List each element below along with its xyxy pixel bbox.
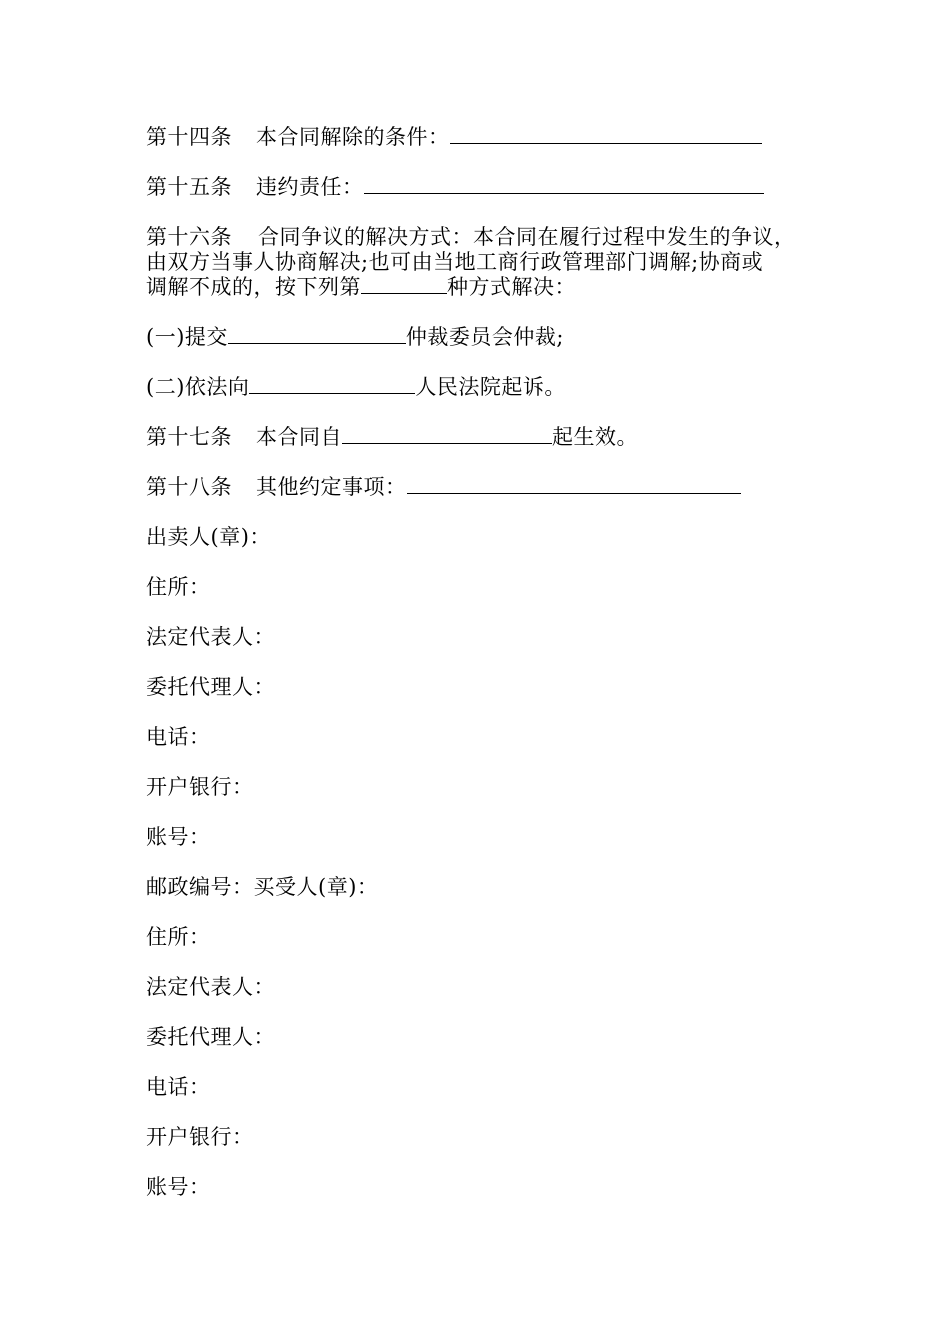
article-18-blank[interactable] xyxy=(407,475,741,494)
buyer-legal-rep: 法定代表人： xyxy=(146,975,275,999)
buyer-address: 住所： xyxy=(146,925,211,949)
option-1-post: 仲裁委员会仲裁; xyxy=(405,325,564,349)
seller-phone: 电话： xyxy=(146,725,211,749)
article-15-label: 第十五条 xyxy=(146,175,232,199)
article-15 xyxy=(146,175,764,200)
article-18-label: 第十八条 xyxy=(146,475,232,499)
seller-legal-rep: 法定代表人： xyxy=(146,625,275,649)
seller-agent: 委托代理人： xyxy=(146,675,275,699)
article-16-label: 第十六条 xyxy=(146,225,232,249)
article-17-label: 第十七条 xyxy=(146,425,232,449)
seller-account: 账号： xyxy=(146,825,211,849)
option-1 xyxy=(146,325,564,350)
article-16-line2-text: 由双方当事人协商解决;也可由当地工商行政管理部门调解;协商或 xyxy=(146,250,764,274)
article-15-text: 违约责任： xyxy=(256,175,364,199)
buyer-bank: 开户银行： xyxy=(146,1125,254,1149)
article-14-blank[interactable] xyxy=(450,125,762,144)
article-15-blank[interactable] xyxy=(364,175,764,194)
seller-bank: 开户银行： xyxy=(146,775,254,799)
option-2-post: 人民法院起诉。 xyxy=(415,375,566,399)
option-2-pre: (二)依法向 xyxy=(146,375,250,399)
option-1-pre: (一)提交 xyxy=(146,325,228,349)
article-16-line3 xyxy=(146,275,576,300)
method-number-blank[interactable] xyxy=(361,275,447,294)
seller-address: 住所： xyxy=(146,575,211,599)
article-14 xyxy=(146,125,762,150)
article-17 xyxy=(146,425,638,450)
article-16-line3b-text: 种方式解决： xyxy=(447,275,576,299)
article-17-post: 起生效。 xyxy=(552,425,638,449)
buyer-postal-and-name: 邮政编号：买受人(章)： xyxy=(146,875,379,899)
buyer-agent: 委托代理人： xyxy=(146,1025,275,1049)
court-blank[interactable] xyxy=(249,375,415,394)
article-16-line2 xyxy=(146,250,763,275)
article-18-text: 其他约定事项： xyxy=(256,475,407,499)
buyer-account: 账号： xyxy=(146,1175,211,1199)
buyer-phone: 电话： xyxy=(146,1075,211,1099)
article-16-line1 xyxy=(146,225,796,250)
arbitration-blank[interactable] xyxy=(228,325,406,344)
option-2 xyxy=(146,375,566,400)
article-14-text: 本合同解除的条件： xyxy=(256,125,450,149)
article-18 xyxy=(146,475,741,500)
seller-name: 出卖人(章)： xyxy=(146,525,271,549)
article-14-label: 第十四条 xyxy=(146,125,232,149)
effective-date-blank[interactable] xyxy=(342,425,552,444)
article-17-pre: 本合同自 xyxy=(256,425,342,449)
article-16-line3a-text: 调解不成的，按下列第 xyxy=(146,275,361,299)
article-16-line1-text: 合同争议的解决方式：本合同在履行过程中发生的争议， xyxy=(258,225,796,249)
